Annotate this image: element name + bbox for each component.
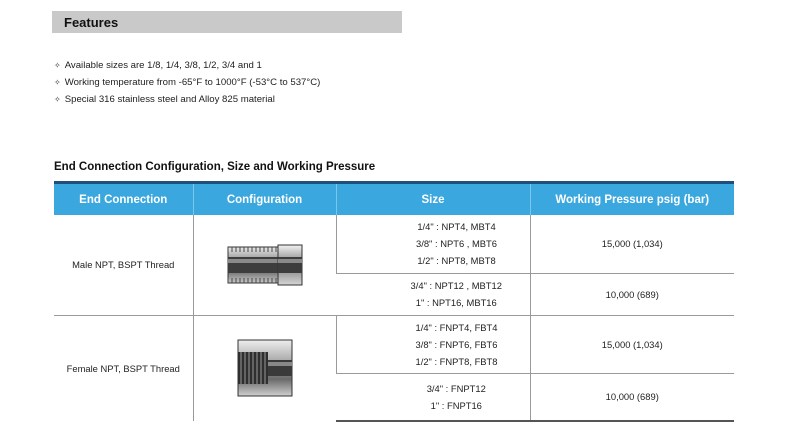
pressure-cell: 10,000 (689) — [530, 373, 734, 421]
column-header-configuration: Configuration — [193, 183, 336, 216]
column-header-end-connection: End Connection — [54, 183, 193, 216]
features-title: Features — [64, 14, 119, 30]
table-header-row — [54, 183, 734, 216]
configuration-cell — [193, 215, 336, 315]
list-item: ✧ Available sizes are 1/8, 1/4, 3/8, 1/2, 3/4 and 1 — [54, 60, 262, 71]
male-thread-fitting-icon — [222, 237, 308, 293]
features-heading-bar — [52, 11, 402, 33]
features-list — [54, 57, 320, 108]
pressure-cell: 15,000 (1,034) — [530, 315, 734, 373]
female-thread-fitting-icon — [230, 332, 300, 404]
diamond-bullet-icon: ✧ — [54, 78, 61, 87]
column-header-size: Size — [336, 183, 530, 216]
list-item: ✧ Working temperature from -65°F to 1000°F (-53°C to 537°C) — [54, 77, 321, 88]
pressure-cell: 10,000 (689) — [530, 273, 734, 315]
size-cell: 3/4" : FNPT12 1" : FNPT16 — [336, 373, 530, 421]
size-cell: 1/4" : FNPT4, FBT4 3/8" : FNPT6, FBT6 1/2" : FNPT8, FBT8 — [336, 315, 530, 373]
size-cell: 1/4" : NPT4, MBT4 3/8" : NPT6 , MBT6 1/2" : NPT8, MBT8 — [336, 215, 530, 273]
pressure-cell: 15,000 (1,034) — [530, 215, 734, 273]
list-item: ✧ Special 316 stainless steel and Alloy 825 material — [54, 94, 275, 105]
end-connection-cell: Male NPT, BSPT Thread — [54, 215, 193, 315]
section-title: End Connection Configuration, Size and Working Pressure — [54, 161, 376, 173]
diamond-bullet-icon: ✧ — [54, 95, 61, 104]
column-header-working-pressure: Working Pressure psig (bar) — [530, 183, 734, 216]
size-cell: 3/4" : NPT12 , MBT12 1" : NPT16, MBT16 — [336, 273, 530, 315]
configuration-cell — [193, 315, 336, 421]
table-row — [54, 215, 734, 273]
table-row — [54, 315, 734, 373]
spec-table — [54, 181, 734, 422]
diamond-bullet-icon: ✧ — [54, 61, 61, 70]
end-connection-cell: Female NPT, BSPT Thread — [66, 362, 180, 374]
